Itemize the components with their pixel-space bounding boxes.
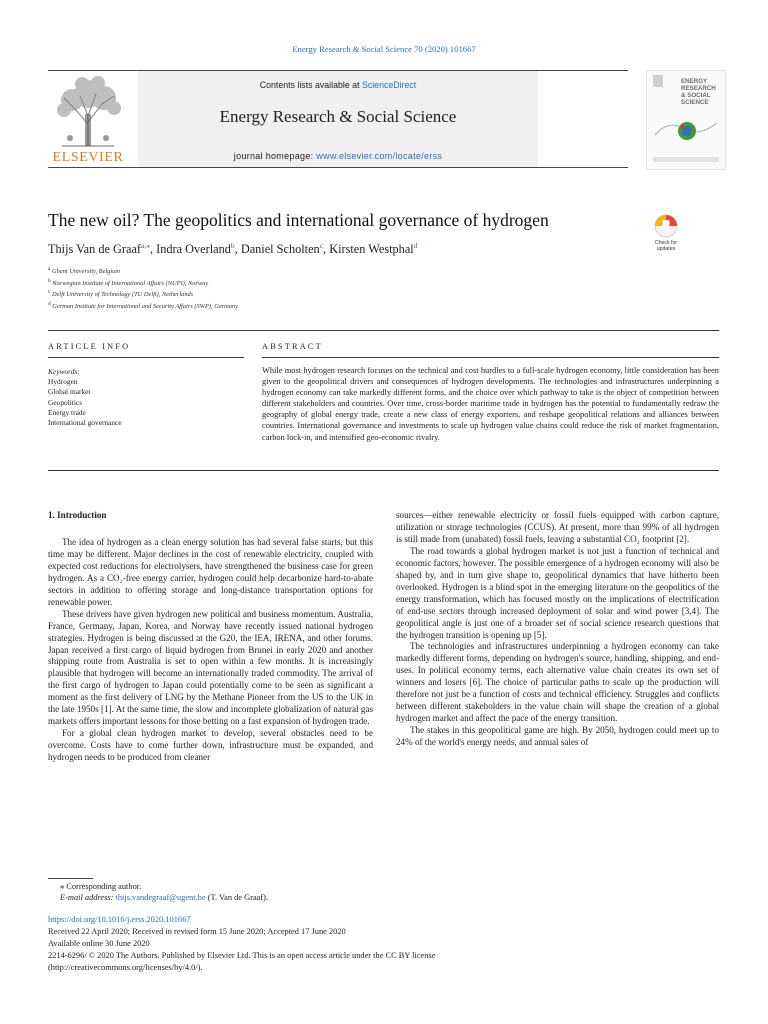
keywords-label: Keywords: [48,367,80,376]
homepage-label: journal homepage: [233,151,317,161]
body-paragraph: For a global clean hydrogen market to develop, several obstacles need to be overcome. Costs have to come further down, infrastructure must be expanded, and hydrogen needs to be produced from cleaner [48,728,373,763]
keyword-item: Hydrogen [48,377,78,387]
journal-citation[interactable]: Energy Research & Social Science 70 (2020) 101667 [292,44,476,54]
body-paragraph: The road towards a global hydrogen market is not just a function of technical and economic factors, however. The possible emergence of a hydrogen economy will also be shaped by, and in turn give shape to, geopolitical dynamics that have hitherto been overlooked. Hydrogen is a blind spot in the emerging literature on the geopolitics of the energy transformation, which has focused mostly on the implications of electrification of end-use sectors through increased deployment of solar and wind power [3,4]. The geopolitical angle is just one of a broader set of social science research questions that the hydrogen transition is opening up [5]. [396,545,719,640]
license-text-2: (http://creativecommons.org/licenses/by/4.0/). [48,962,203,972]
affiliation-text: Norwegian Institute of International Affairs (NUPI), Norway [52,279,209,287]
footnote-divider [48,878,93,879]
elsevier-logo[interactable] [48,74,128,164]
affiliation-item [48,288,238,300]
keyword-item: International governance [48,418,122,428]
email-suffix: (T. Van de Graaf). [205,893,269,903]
journal-name: Energy Research & Social Science [219,107,457,126]
affiliation-mark: d [48,301,51,308]
affiliation-list [48,265,238,312]
doi-link[interactable]: https://doi.org/10.1016/j.erss.2020.101667 [48,915,191,924]
corresponding-author-note: ⁎ Corresponding author. [60,882,142,891]
author-email-link[interactable]: thijs.vandegraaf@ugent.be [115,893,206,903]
author-separator: , [149,242,157,257]
author-affiliation-mark[interactable]: c [319,241,324,250]
check-updates-label-2: updates [656,246,676,252]
body-paragraph: These drivers have given hydrogen new political and business momentum. Australia, France, Germany, Japan, Korea, and Norway have recently issued national hydrogen strategies. Hydrogen is being discussed at the G20, the IEA, IRENA, and other forums. Japan received a first cargo of liquid hydrogen from Brunei in early 2020 and another shipping route from Australia is set to open within a few months. It is increasingly plausible that hydrogen will become an internationally traded commodity. The arrival of the first cargo of hydrogen to Japan could potentially come to be seen as significant a moment as the first delivery of LNG by the Methane Pioneer from the US to the UK in the late 1950s [1]. At the same time, the slow and incomplete globalization of natural gas markets offers important lessons for those betting on a fast expansion of hydrogen trade. [48,608,373,727]
author-name[interactable]: Thijs Van de Graaf [48,242,141,257]
body-paragraph: The technologies and infrastructures underpinning a hydrogen economy can take markedly different forms, depending on hydrogen's source, handling, shipping, and end-uses. In political economy terms, each alternative value chain creates its own set of winners and losers [6]. The choice of particular paths to scale up the production will therefore not just be a function of costs and technical efficiency. Struggles and conflicts between different stakeholders in the value chain will shape the creation of a global hydrogen market and affect the pace of the energy transition. [396,641,719,724]
check-for-updates-icon [650,212,682,258]
divider [262,357,719,358]
author-separator: , [234,242,241,257]
publication-info [48,914,435,974]
cover-title-line-2: RESEARCH [681,85,716,92]
affiliation-mark: b [48,277,51,284]
affiliation-mark: c [48,289,51,296]
affiliation-text: Ghent University, Belgium [51,268,120,276]
received-dates: Received 22 April 2020; Received in revised form 15 June 2020; Accepted 17 June 2020 [48,926,346,936]
keyword-item: Geopolitics [48,397,83,407]
affiliation-text: Delft University of Technology (TU Delft), Netherlands [51,291,194,299]
email-label: E-mail address: [60,893,114,903]
body-column-right [396,510,719,749]
masthead-banner [138,71,538,167]
section-title: 1. Introduction [48,510,107,520]
check-for-updates-badge[interactable] [650,212,682,258]
keywords-block [48,367,122,428]
divider [48,357,244,358]
body-paragraph: The stakes in this geopolitical game are high. By 2050, hydrogen could meet up to 24% of the world's energy needs, and annual sales of [396,725,719,748]
divider [48,330,719,331]
article-title: The new oil? The geopolitics and international governance of hydrogen [48,210,549,230]
available-online: Available online 30 June 2020 [48,938,150,948]
journal-masthead [48,70,628,168]
body-paragraph: The idea of hydrogen as a clean energy solution has had several false starts, but this time may be different. Major declines in the cost of renewable electricity, coupled with expected cost reductions for electrolysers, have strengthened the business case for green hydrogen. As a CO₂-free energy carrier, hydrogen could help decarbonize hard-to-abate sectors in addition to offering storage and long-distance transportation options for renewable power. [48,536,373,607]
abstract-text: While most hydrogen research focuses on the technical and cost hurdles to a full-scale hydrogen economy, little consideration has been given to the geopolitical drivers and consequences of hydrogen developments. The technologies and infrastructures underpinning a hydrogen economy can take markedly different forms, and the choice over which pathway to take is the object of competition between different stakeholders and countries. Over time, cross-border maritime trade in hydrogen has the potential to fundamentally redraw the geography of global energy trade, create a new class of energy exporters, and reshape geopolitical relations and alliances between countries. International governance and investments to scale up hydrogen value chains could reduce the risk of market fragmentation, carbon lock-in, and intensified geo-economic rivalry. [262,366,719,442]
contents-prefix: Contents lists available at [259,80,362,90]
footnotes [48,881,268,903]
affiliation-item [48,265,238,277]
body-column-left [48,510,373,764]
author-name[interactable]: Kirsten Westphal [329,242,414,257]
author-separator: , [323,242,330,257]
keyword-item: Global market [48,387,91,397]
journal-cover-image [647,71,725,169]
affiliation-mark: a [48,266,51,272]
cover-title-line-4: SCIENCE [681,99,709,106]
author-name[interactable]: Daniel Scholten [240,242,320,257]
contents-line [138,80,538,90]
journal-homepage [138,151,538,161]
sciencedirect-link[interactable]: ScienceDirect [361,80,417,90]
divider [48,470,719,471]
abstract-heading: ABSTRACT [262,342,323,351]
author-affiliation-mark[interactable]: d [413,241,418,250]
author-affiliation-mark[interactable]: a,⁎ [141,241,150,250]
affiliation-text: German Institute for International and Security Affairs (SWP), Germany [52,303,238,311]
affiliation-item [48,300,238,312]
article-info-heading: ARTICLE INFO [48,342,131,351]
homepage-link[interactable]: www.elsevier.com/locate/erss [316,151,443,161]
elsevier-wordmark: ELSEVIER [52,150,124,165]
keyword-item: Energy trade [48,407,86,417]
cover-title-line-3: & SOCIAL [681,92,711,99]
journal-cover-thumbnail[interactable] [646,70,726,170]
author-list [48,241,417,257]
affiliation-item [48,277,238,289]
author-name[interactable]: Indra Overland [156,242,231,257]
cover-title-line-1: ENERGY [681,78,708,85]
elsevier-tree-icon [52,74,124,148]
email-line [48,892,268,903]
author-affiliation-mark[interactable]: b [230,241,235,250]
license-text-1: 2214-6296/ © 2020 The Authors. Published by Elsevier Ltd. This is an open access article under the CC BY license [48,950,436,960]
check-updates-label-1: Check for [654,240,678,246]
body-paragraph: sources—either renewable electricity or fossil fuels equipped with carbon capture, utilization or storage technologies (CCUS). At present, more than 99% of all hydrogen is still made from (unabated) fossil fuels, leaving a substantial CO₂ footprint [2]. [396,510,719,544]
